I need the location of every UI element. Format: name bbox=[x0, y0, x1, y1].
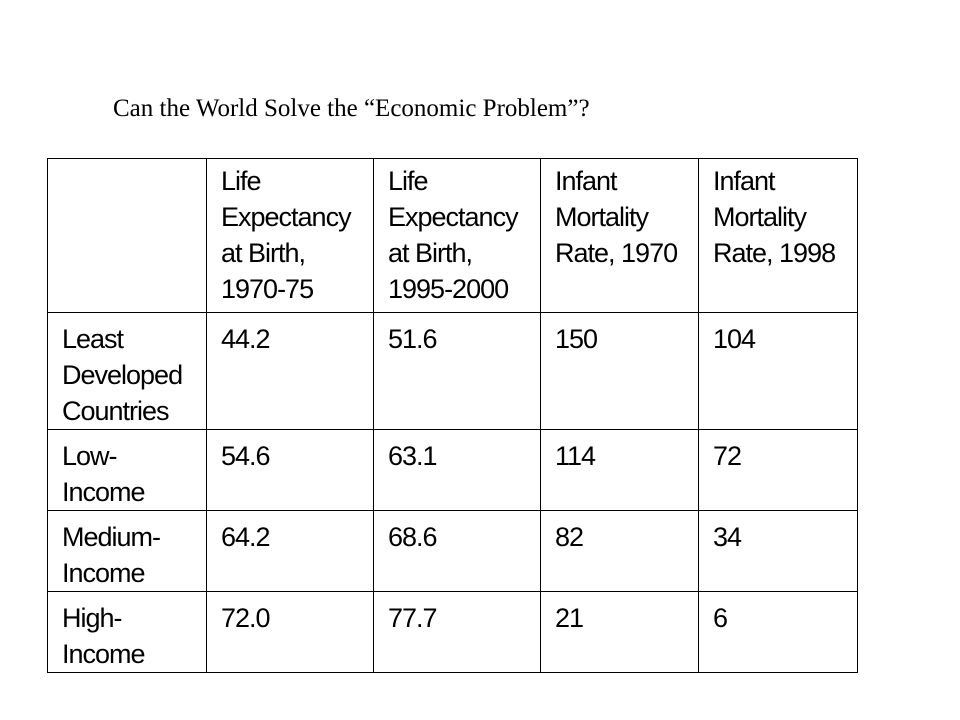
table-cell bbox=[699, 313, 858, 430]
cell-value: 68.6 bbox=[388, 522, 437, 552]
table-cell bbox=[374, 592, 541, 673]
header-text: Life Expectancy at Birth, 1995-2000 bbox=[388, 166, 518, 304]
cell-value: 64.2 bbox=[221, 522, 270, 552]
header-text: Infant Mortality Rate, 1998 bbox=[713, 166, 836, 268]
row-label: Medium- Income bbox=[62, 522, 161, 588]
cell-value: 34 bbox=[713, 522, 742, 552]
cell-value: 72.0 bbox=[221, 603, 270, 633]
table-cell bbox=[699, 592, 858, 673]
table-header-row bbox=[48, 159, 858, 313]
table-row bbox=[48, 313, 858, 430]
header-cell-life-expectancy-1970 bbox=[207, 159, 374, 313]
slide-title: Can the World Solve the “Economic Problem”? bbox=[113, 95, 590, 122]
table-cell bbox=[207, 592, 374, 673]
header-cell-empty bbox=[48, 159, 207, 313]
table-cell bbox=[699, 430, 858, 511]
data-table bbox=[47, 158, 858, 673]
table-row bbox=[48, 430, 858, 511]
row-label: High- Income bbox=[62, 603, 145, 669]
cell-value: 114 bbox=[555, 441, 596, 471]
cell-value: 150 bbox=[555, 324, 598, 354]
row-label-cell bbox=[48, 430, 207, 511]
cell-value: 6 bbox=[713, 603, 728, 633]
cell-value: 77.7 bbox=[388, 603, 437, 633]
row-label-cell bbox=[48, 313, 207, 430]
row-label: Least Developed Countries bbox=[62, 324, 183, 426]
row-label: Low- Income bbox=[62, 441, 145, 507]
cell-value: 21 bbox=[555, 603, 584, 633]
cell-value: 82 bbox=[555, 522, 584, 552]
cell-value: 104 bbox=[713, 324, 756, 354]
row-label-cell bbox=[48, 592, 207, 673]
cell-value: 54.6 bbox=[221, 441, 270, 471]
table-cell bbox=[699, 511, 858, 592]
table-cell bbox=[541, 511, 699, 592]
cell-value: 63.1 bbox=[388, 441, 437, 471]
table-row bbox=[48, 511, 858, 592]
cell-value: 51.6 bbox=[388, 324, 437, 354]
header-text: Infant Mortality Rate, 1970 bbox=[555, 166, 678, 268]
table-cell bbox=[541, 430, 699, 511]
cell-value: 72 bbox=[713, 441, 742, 471]
table-cell bbox=[374, 511, 541, 592]
table-row bbox=[48, 592, 858, 673]
table-cell bbox=[374, 430, 541, 511]
table-cell bbox=[374, 313, 541, 430]
table-cell bbox=[207, 511, 374, 592]
header-cell-life-expectancy-1995 bbox=[374, 159, 541, 313]
header-text: Life Expectancy at Birth, 1970-75 bbox=[221, 166, 351, 304]
row-label-cell bbox=[48, 511, 207, 592]
table-cell bbox=[207, 430, 374, 511]
cell-value: 44.2 bbox=[221, 324, 270, 354]
table-cell bbox=[541, 592, 699, 673]
header-cell-infant-mortality-1970 bbox=[541, 159, 699, 313]
header-cell-infant-mortality-1998 bbox=[699, 159, 858, 313]
table-cell bbox=[207, 313, 374, 430]
table-cell bbox=[541, 313, 699, 430]
